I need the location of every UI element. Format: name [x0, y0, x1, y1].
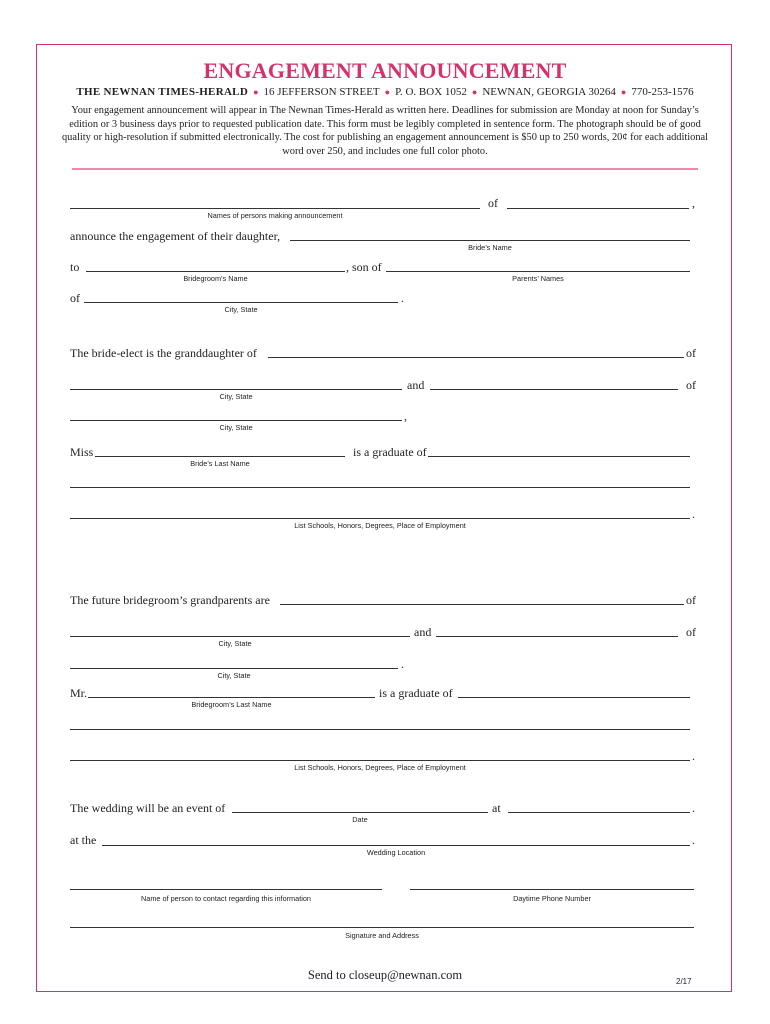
groom-graduate-field[interactable] — [458, 697, 690, 698]
period-label: . — [692, 833, 695, 847]
bullet-icon: ● — [253, 87, 259, 97]
schools-caption: List Schools, Honors, Degrees, Place of Employment — [294, 763, 466, 772]
period-label: . — [692, 507, 695, 521]
phone-caption: Daytime Phone Number — [513, 894, 591, 903]
bride-grandparents2-city-field[interactable] — [70, 420, 402, 421]
wedding-location-field[interactable] — [102, 845, 690, 846]
mr-label: Mr. — [70, 686, 88, 700]
period-label: . — [401, 657, 404, 671]
bride-schools-field-2[interactable] — [70, 518, 690, 519]
groom-grandparents-field[interactable] — [280, 604, 684, 605]
contact-caption: Name of person to contact regarding this information — [141, 894, 311, 903]
announce-label: announce the engagement of their daughter, — [70, 229, 281, 243]
bridegroom-name-caption: Bridegroom’s Name — [183, 274, 248, 283]
bullet-icon: ● — [620, 87, 627, 97]
date-caption: Date — [352, 815, 368, 824]
groom-grandparents-city-field[interactable] — [70, 636, 410, 637]
at-the-label: at the — [70, 833, 97, 847]
bride-name-caption: Bride’s Name — [468, 243, 512, 252]
period-label: . — [401, 291, 404, 305]
bullet-icon: ● — [384, 87, 391, 97]
son-of-label: , son of — [346, 260, 382, 274]
of-label: of — [686, 378, 696, 392]
city-address: NEWNAN, GEORGIA 30264 — [482, 86, 616, 98]
daytime-phone-field[interactable] — [410, 889, 694, 890]
bride-graduate-field[interactable] — [428, 456, 690, 457]
contact-name-field[interactable] — [70, 889, 382, 890]
bride-last-name-caption: Bride’s Last Name — [190, 459, 250, 468]
comma-label: , — [692, 196, 695, 210]
instructions: Your engagement announcement will appear in The Newnan Times-Herald as written here. Deadlines for submission are Monday at noon for Sunday’s edition or 3 business days prior to requested publication date. This form must be legibly completed in sentence form. The photograph should be of good quality or high-resolution if submitted electronically. The cost for publishing an engagement announcement is $50 up to 250 words, 20¢ for each additional word over 250, and includes one full color photo. — [61, 105, 709, 157]
city-caption: City, State — [218, 639, 252, 648]
groom-last-name-caption: Bridegroom’s Last Name — [191, 700, 272, 709]
schools-caption: List Schools, Honors, Degrees, Place of Employment — [294, 521, 466, 530]
of-label: of — [686, 625, 696, 639]
wedding-time-field[interactable] — [508, 812, 690, 813]
bride-schools-field-1[interactable] — [70, 487, 690, 488]
wedding-label: The wedding will be an event of — [70, 801, 226, 815]
send-to-email: Send to closeup@newnan.com — [307, 968, 463, 982]
of-label: of — [70, 291, 80, 305]
of-label: of — [488, 196, 498, 210]
to-label: to — [70, 260, 80, 274]
wedding-date-field[interactable] — [232, 812, 488, 813]
location-caption: Wedding Location — [366, 848, 426, 857]
announcers-city-field[interactable] — [507, 208, 689, 209]
of-label: of — [686, 346, 696, 360]
groom-grandparents2-field[interactable] — [436, 636, 678, 637]
miss-label: Miss — [70, 445, 94, 459]
names-caption: Names of persons making announcement — [207, 211, 343, 220]
form-version: 2/17 — [676, 977, 692, 986]
page-title: ENGAGEMENT ANNOUNCEMENT — [203, 58, 567, 83]
parents-city-field[interactable] — [84, 302, 398, 303]
address-bar — [0, 86, 770, 98]
comma-label: , — [404, 409, 407, 423]
bride-name-field[interactable] — [290, 240, 690, 241]
groom-grandparents2-city-field[interactable] — [70, 668, 398, 669]
newspaper-name: THE NEWNAN TIMES-HERALD — [76, 86, 249, 98]
city-caption: City, State — [217, 671, 251, 680]
period-label: . — [692, 749, 695, 763]
signature-address-field[interactable] — [70, 927, 694, 928]
city-caption: City, State — [219, 392, 253, 401]
street-address: 16 JEFFERSON STREET — [263, 86, 380, 98]
signature-caption: Signature and Address — [345, 931, 419, 940]
and-label: and — [407, 378, 425, 392]
parents-names-caption: Parents’ Names — [512, 274, 564, 283]
bride-grandparents-city-field[interactable] — [70, 389, 402, 390]
bullet-icon: ● — [471, 87, 478, 97]
of-label: of — [686, 593, 696, 607]
divider — [72, 168, 698, 170]
granddaughter-label: The bride-elect is the granddaughter of — [70, 346, 257, 360]
phone-number: 770-253-1576 — [631, 86, 694, 98]
period-label: . — [692, 801, 695, 815]
grandparents-label: The future bridegroom’s grandparents are — [70, 593, 270, 607]
po-box: P. O. BOX 1052 — [395, 86, 467, 98]
graduate-label: is a graduate of — [353, 445, 427, 459]
city-caption: City, State — [219, 423, 253, 432]
groom-schools-field-2[interactable] — [70, 760, 690, 761]
groom-last-name-field[interactable] — [88, 697, 375, 698]
city-caption: City, State — [224, 305, 258, 314]
parents-names-field[interactable] — [386, 271, 690, 272]
and-label: and — [414, 625, 432, 639]
graduate-label: is a graduate of — [379, 686, 453, 700]
bridegroom-name-field[interactable] — [86, 271, 345, 272]
bride-grandparents-field[interactable] — [268, 357, 684, 358]
bride-last-name-field[interactable] — [95, 456, 345, 457]
at-label: at — [492, 801, 501, 815]
bride-grandparents2-field[interactable] — [430, 389, 678, 390]
groom-schools-field-1[interactable] — [70, 729, 690, 730]
announcers-names-field[interactable] — [70, 208, 480, 209]
